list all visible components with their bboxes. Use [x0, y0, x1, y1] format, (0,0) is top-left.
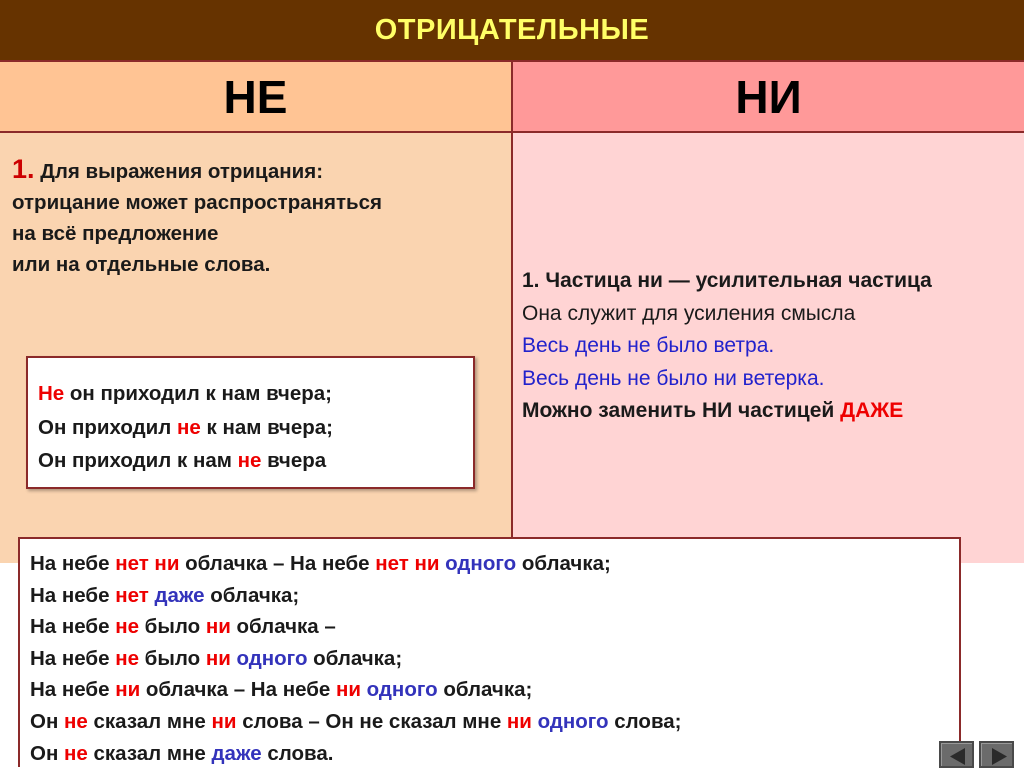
ni-example-1: Весь день не было ветра.: [522, 334, 775, 357]
column-header-ne: [0, 60, 513, 133]
ne-rule-line-3: на всё предложение: [12, 222, 219, 245]
ne-rule-line-2: отрицание может распространяться: [12, 191, 382, 214]
ni-example-2: Весь день не было ни ветерка.: [522, 366, 825, 390]
ne-example-line: Не он приходил к нам вчера;: [38, 382, 332, 405]
ne-examples-box: [26, 356, 475, 489]
example-line: На небе не было ни одного облачка;: [30, 646, 403, 670]
example-line: Он не сказал мне ни слова – Он не сказал мне ни одного слова;: [30, 709, 682, 733]
triangle-right-icon: [981, 743, 1016, 770]
triangle-left-icon: [941, 743, 976, 770]
next-slide-button[interactable]: [979, 741, 1014, 768]
example-line: На небе не было ни облачка –: [30, 615, 336, 639]
example-line: На небе нет даже облачка;: [30, 583, 300, 607]
ne-example-line: Он приходил к нам не вчера: [38, 449, 327, 472]
rule-number: 1.: [12, 154, 35, 184]
ne-example-line: Он приходил не к нам вчера;: [38, 415, 333, 439]
ne-rule-line-4: или на отдельные слова.: [12, 253, 271, 276]
column-header-ni: [513, 60, 1024, 133]
ni-rule-line-2: Она служит для усиления смысла: [522, 301, 856, 325]
example-line: На небе нет ни облачка – На небе нет ни одного облачка;: [30, 552, 611, 575]
ne-rule-line-1: 1. Для выражения отрицания:: [12, 154, 324, 184]
ne-rule-text: [12, 154, 507, 280]
column-header-ne-label: НЕ: [223, 70, 288, 123]
ni-rule-line-5: Можно заменить НИ частицей ДАЖЕ: [522, 399, 904, 422]
bottom-examples-box: [18, 537, 961, 767]
background-strip: [961, 563, 1024, 767]
ni-rule-text: [522, 265, 1024, 428]
column-header-ni-label: НИ: [735, 70, 802, 123]
example-line: Он не сказал мне даже слова.: [30, 741, 334, 765]
ni-rule-line-1: 1. Частица ни — усилительная частица: [522, 269, 932, 292]
example-line: На небе ни облачка – На небе ни одного облачка;: [30, 678, 533, 702]
prev-slide-button[interactable]: [939, 741, 974, 768]
page-title: ОТРИЦАТЕЛЬНЫЕ: [374, 13, 650, 46]
title-bar: [0, 0, 1024, 60]
